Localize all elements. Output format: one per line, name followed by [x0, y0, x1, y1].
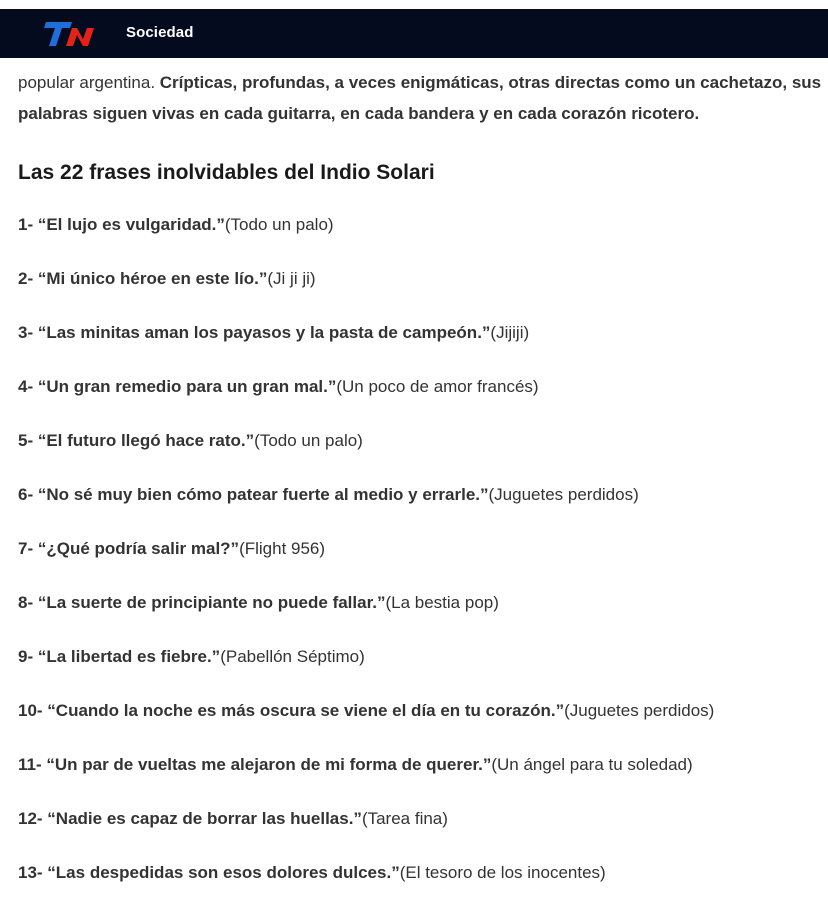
list-item [18, 591, 499, 615]
quote-text: “El futuro llegó hace rato.” [37, 431, 255, 450]
list-item [18, 213, 334, 237]
section-link-sociedad[interactable]: Sociedad [126, 24, 194, 41]
list-item [18, 429, 363, 453]
top-navigation-bar [0, 9, 828, 58]
quote-number: 4- [18, 377, 38, 396]
quote-source: (Un ángel para tu soledad) [491, 755, 693, 774]
list-item [18, 375, 539, 399]
quote-number: 2- [18, 269, 38, 288]
quote-text: “Las despedidas son esos dolores dulces.” [47, 863, 400, 882]
quote-number: 6- [18, 485, 38, 504]
quote-source: (Juguetes perdidos) [488, 485, 639, 504]
quote-number: 8- [18, 593, 38, 612]
quote-text: “Cuando la noche es más oscura se viene el día en tu corazón.” [47, 701, 565, 720]
quote-source: (Jijiji) [490, 323, 530, 342]
list-item [18, 645, 365, 669]
quote-number: 1- [18, 215, 38, 234]
quote-source: (Tarea fina) [361, 809, 448, 828]
quote-text: “Las minitas aman los payasos y la pasta de campeón.” [37, 323, 491, 342]
quote-text: “¿Qué podría salir mal?” [37, 539, 240, 558]
quote-text: “La libertad es fiebre.” [37, 647, 221, 666]
quote-source: (Todo un palo) [254, 431, 363, 450]
quote-text: “La suerte de principiante no puede fallar.” [37, 593, 386, 612]
quote-number: 7- [18, 539, 38, 558]
list-item [18, 807, 448, 831]
quote-source: (Flight 956) [239, 539, 326, 558]
list-item [18, 483, 639, 507]
quote-text: “No sé muy bien cómo patear fuerte al medio y errarle.” [37, 485, 489, 504]
intro-paragraph [18, 67, 828, 129]
tn-logo-icon[interactable] [42, 20, 98, 48]
quote-source: (La bestia pop) [385, 593, 499, 612]
quote-number: 9- [18, 647, 38, 666]
quote-text: “Un par de vueltas me alejaron de mi forma de querer.” [46, 755, 492, 774]
quote-source: (Ji ji ji) [267, 269, 316, 288]
section-heading: Las 22 frases inolvidables del Indio Solari [18, 161, 435, 184]
quote-text: “Un gran remedio para un gran mal.” [37, 377, 337, 396]
list-item [18, 321, 529, 345]
intro-plain-text: popular argentina. [18, 73, 160, 92]
list-item [18, 267, 316, 291]
quote-source: (Juguetes perdidos) [564, 701, 715, 720]
list-item [18, 753, 693, 777]
quote-text: “Nadie es capaz de borrar las huellas.” [47, 809, 362, 828]
quote-source: (El tesoro de los inocentes) [399, 863, 606, 882]
quote-number: 13- [18, 863, 48, 882]
quote-number: 10- [18, 701, 48, 720]
quote-number: 12- [18, 809, 48, 828]
quote-number: 11- [18, 755, 47, 774]
quote-text: “El lujo es vulgaridad.” [37, 215, 225, 234]
list-item [18, 699, 714, 723]
quote-text: “Mi único héroe en este lío.” [37, 269, 268, 288]
quote-source: (Todo un palo) [224, 215, 334, 234]
quote-source: (Un poco de amor francés) [336, 377, 539, 396]
quote-source: (Pabellón Séptimo) [220, 647, 365, 666]
list-item [18, 861, 606, 885]
quote-number: 3- [18, 323, 38, 342]
list-item [18, 537, 325, 561]
intro-bold-text: Crípticas, profundas, a veces enigmáticas, otras directas como un cachetazo, sus palabras siguen vivas en cada guitarra, en cada bandera y en cada corazón ricotero. [18, 73, 822, 123]
quote-number: 5- [18, 431, 38, 450]
